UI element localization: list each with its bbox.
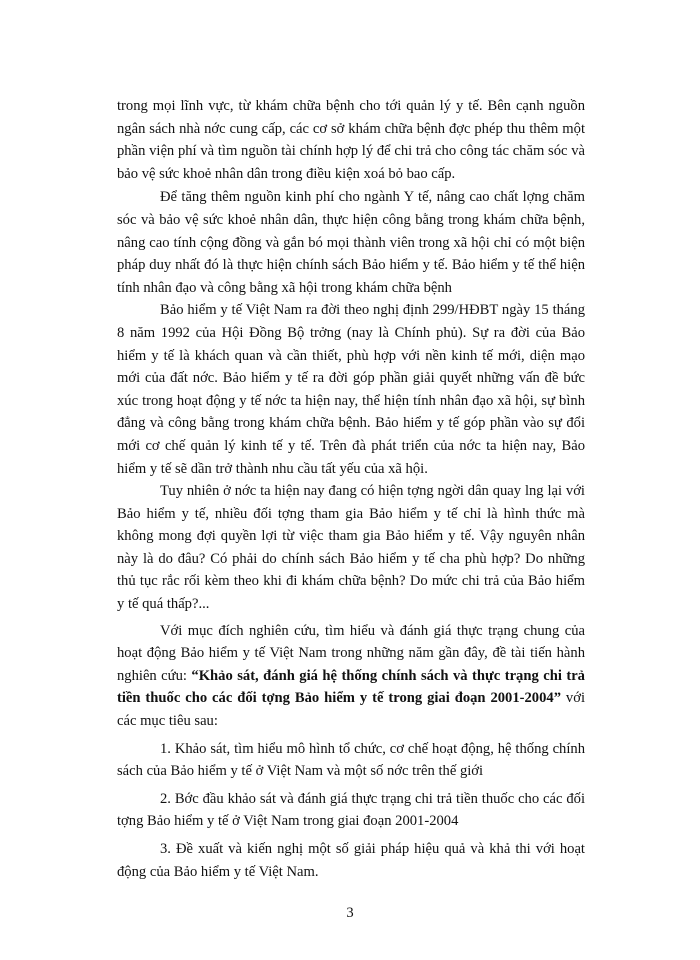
study-title: “Khảo sát, đánh giá hệ thống chính sách và thực trạng chi trả tiền thuốc cho các đối tợng Bảo hiểm y tế trong giai đoạn 2001-2004” (117, 667, 585, 707)
paragraph-2: Để tăng thêm nguồn kinh phí cho ngành Y tế, nâng cao chất lợng chăm sóc và bảo vệ sức khoẻ nhân dân, thực hiện công bằng trong khám chữa bệnh, nâng cao tính cộng đồng và gắn bó mọi thành viên trong xã hội chỉ có một biện pháp duy nhất đó là thực hiện chính sách Bảo hiểm y tế. Bảo hiểm y tế thể hiện tính nhân đạo và công bằng xã hội trong khám chữa bệnh (117, 189, 585, 296)
goal-item-1: 1. Khảo sát, tìm hiểu mô hình tổ chức, cơ chế hoạt động, hệ thống chính sách của Bảo hiểm y tế ở Việt Nam và một số nớc trên thế giới (117, 740, 585, 780)
paragraph-5 (117, 620, 585, 733)
goal-item-2: 2. Bớc đầu khảo sát và đánh giá thực trạng chi trả tiền thuốc cho các đối tợng Bảo hiểm y tế ở Việt Nam trong giai đoạn 2001-2004 (117, 790, 585, 830)
body-text (117, 95, 585, 883)
paragraph-5-intro: Với mục đích nghiên cứu, tìm hiểu và đánh giá thực trạng chung của hoạt động Bảo hiểm y tế Việt Nam trong những năm gần đây, đề tài tiến hành nghiên cứu: (117, 622, 585, 684)
paragraph-1: trong mọi lĩnh vực, từ khám chữa bệnh cho tới quản lý y tế. Bên cạnh nguồn ngân sách nhà nớc cung cấp, các cơ sở khám chữa bệnh đợc phép thu thêm một phần viện phí và tìm nguồn tài chính hợp lý để chi trả cho công tác chăm sóc và bảo vệ sức khoẻ nhân dân trong điều kiện xoá bỏ bao cấp. (117, 98, 585, 182)
paragraph-5-outro: với các mục tiêu sau: (117, 690, 585, 730)
page-number: 3 (346, 905, 354, 921)
paragraph-4: Tuy nhiên ở nớc ta hiện nay đang có hiện tợng ngời dân quay lng lại với Bảo hiểm y tế, nhiều đối tợng tham gia Bảo hiểm y tế chỉ là hình thức mà không mong đợi quyền lợi từ việc tham gia Bảo hiểm y tế. Vậy nguyên nhân này là do đâu? Có phải do chính sách Bảo hiểm y tế cha phù hợp? Do những thủ tục rắc rối kèm theo khi đi khám chữa bệnh? Do mức chi trả của Bảo hiểm y tế quá thấp?... (117, 483, 585, 613)
goal-item-3: 3. Đề xuất và kiến nghị một số giải pháp hiệu quả và khả thi với hoạt động của Bảo hiểm y tế Việt Nam. (117, 841, 585, 880)
paragraph-3: Bảo hiểm y tế Việt Nam ra đời theo nghị định 299/HĐBT ngày 15 tháng 8 năm 1992 của Hội Đồng Bộ trởng (nay là Chính phủ). Sự ra đời của Bảo hiểm y tế là khách quan và cần thiết, phù hợp với nền kinh tế mới, diện mạo mới của đất nớc. Bảo hiểm y tế ra đời góp phần giải quyết những vấn đề bức xúc trong hoạt động y tế nớc ta hiện nay, thể hiện tính nhân đạo xã hội, sự bình đẳng và công bằng trong khám chữa bệnh. Bảo hiểm y tế góp phần vào sự đổi mới cơ chế quản lý kinh tế y tế. Trên đà phát triển của nớc ta hiện nay, Bảo hiểm y tế sẽ dần trở thành nhu cầu tất yếu của xã hội. (117, 302, 585, 477)
